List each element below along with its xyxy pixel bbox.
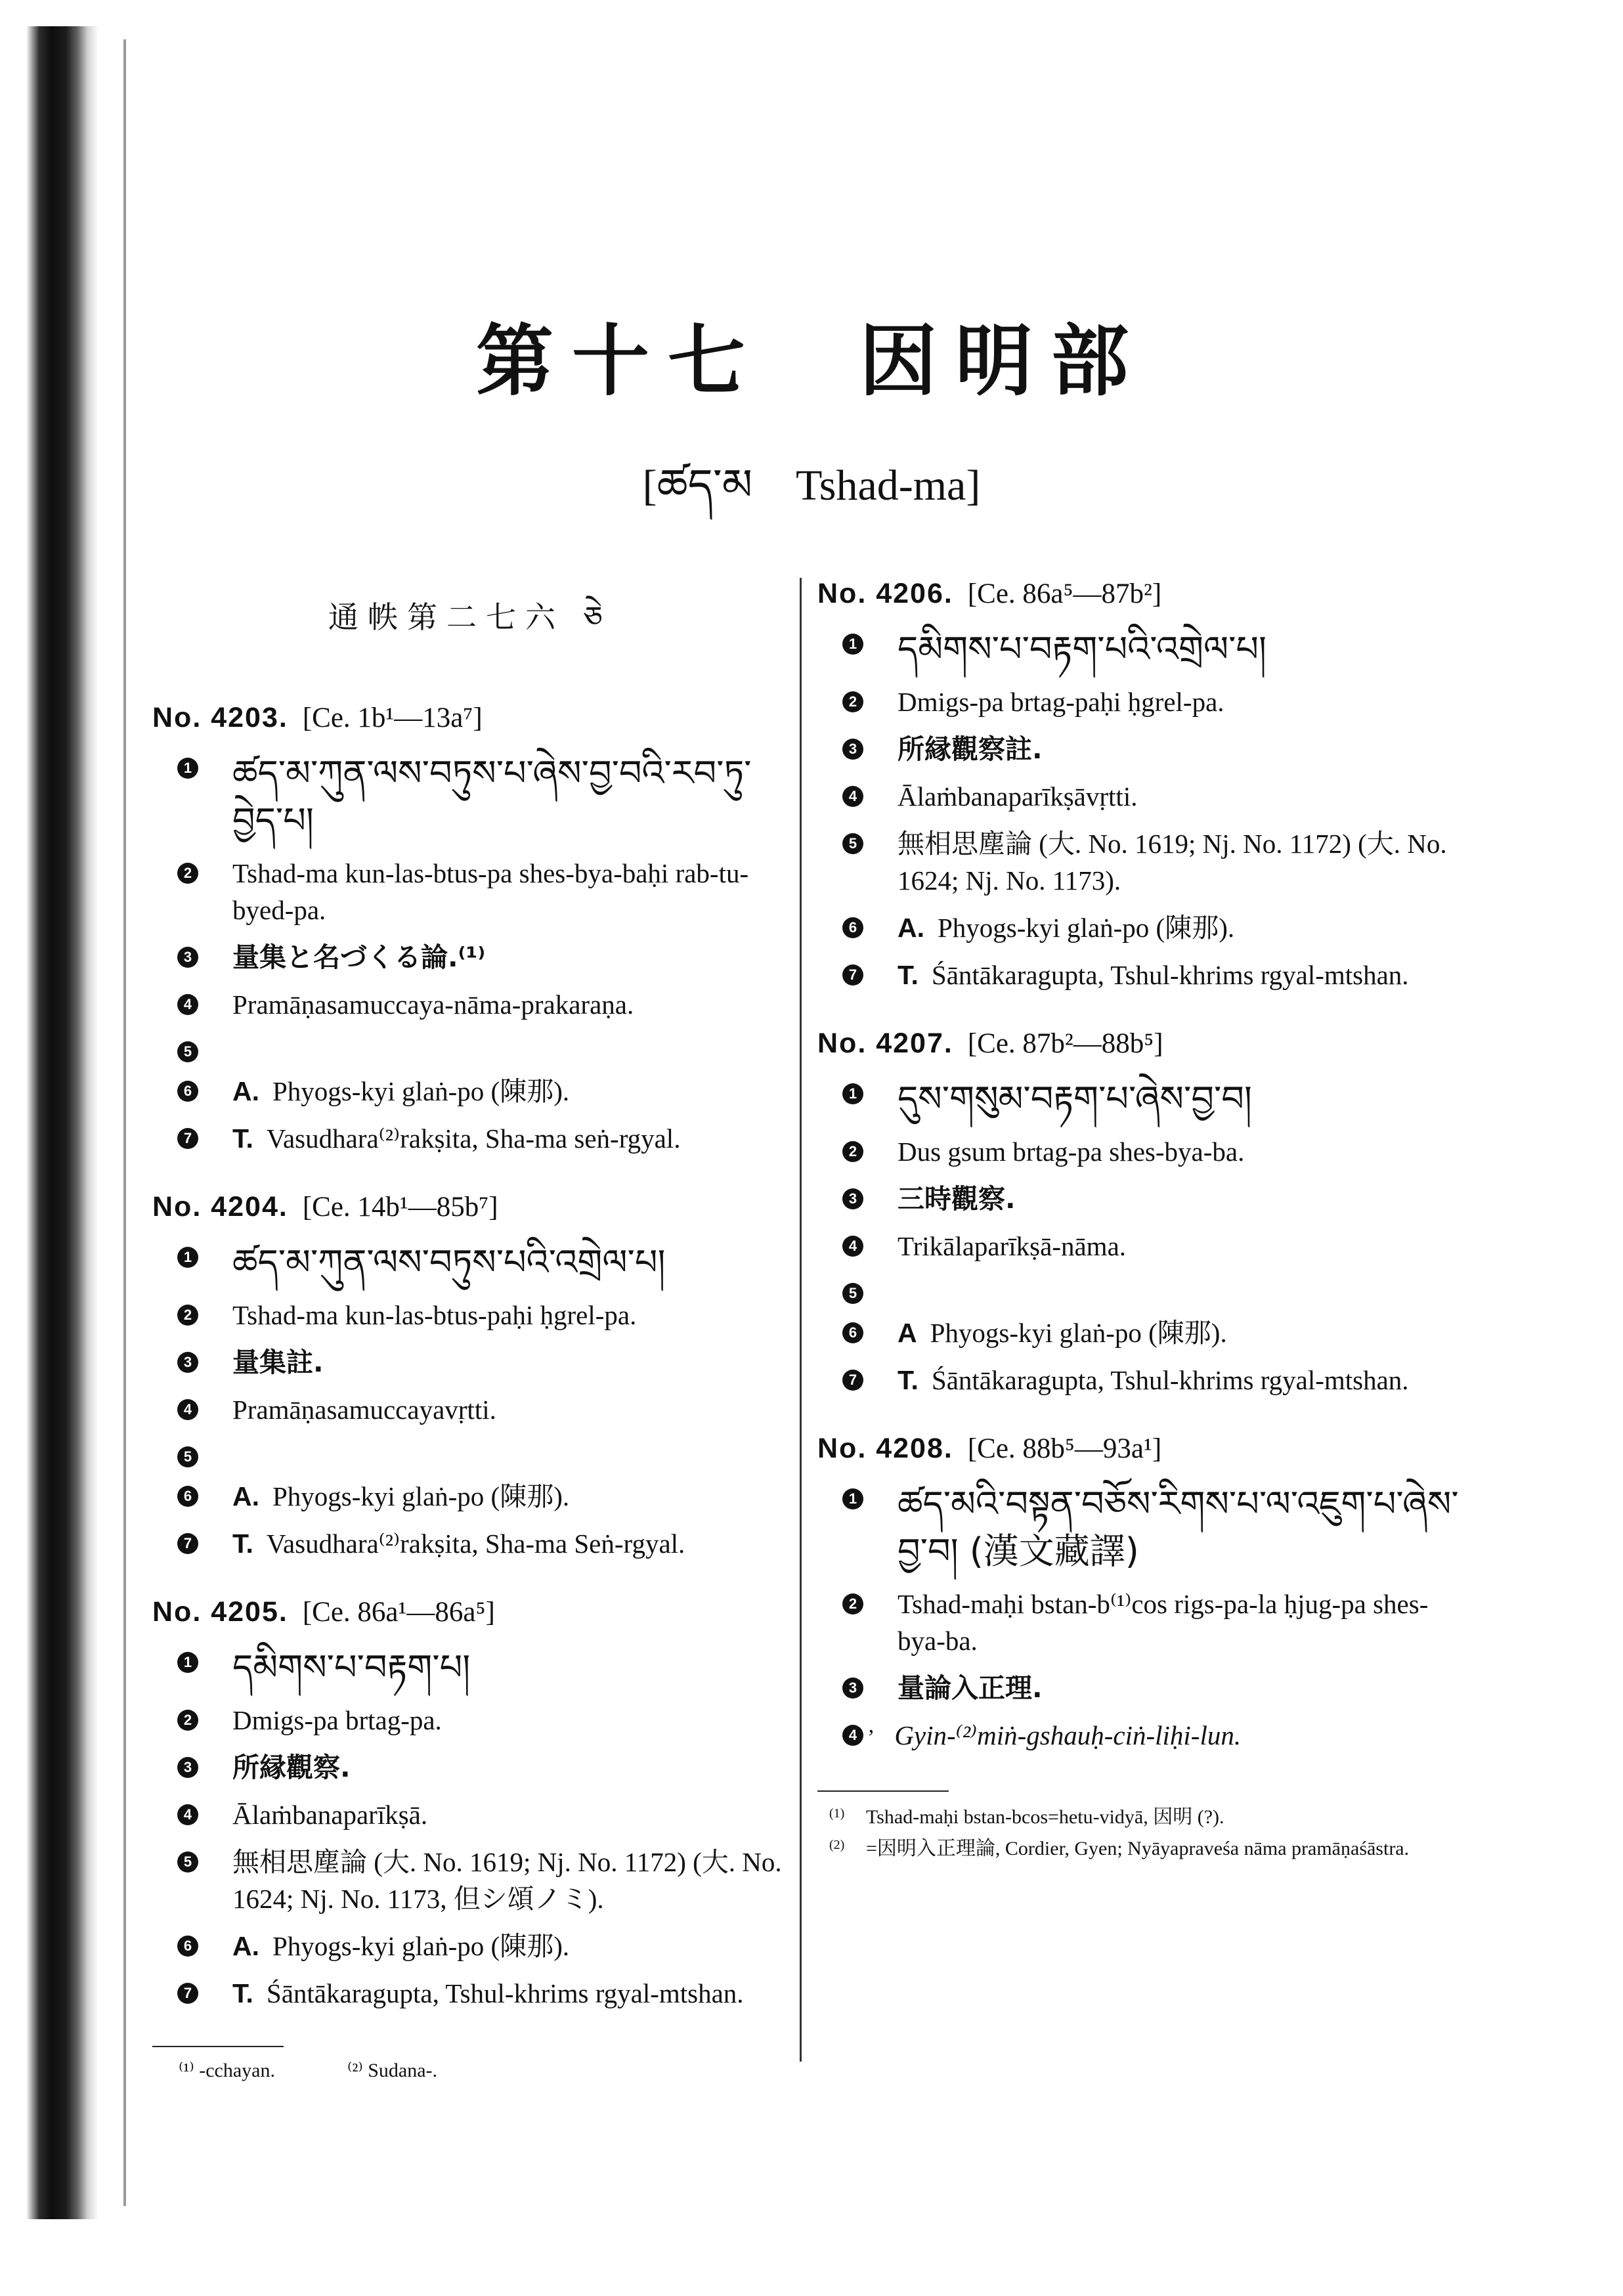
field-number-marker: 5 bbox=[177, 1041, 198, 1062]
field-text: Gyin-⁽²⁾miṅ-gshauḥ-ciṅ-liḥi-lun. bbox=[894, 1720, 1242, 1750]
field-text: Śāntākaragupta, Tshul-khrims rgyal-mtshan. bbox=[931, 1365, 1409, 1395]
footnote: ⁽¹⁾ -cchayan. bbox=[179, 2060, 275, 2081]
entry-field bbox=[152, 1033, 788, 1062]
field-text: Phyogs-kyi glaṅ-po (陳那). bbox=[930, 1318, 1227, 1348]
field-number-marker: 2 bbox=[177, 1305, 198, 1326]
entry-number: No. 4203. bbox=[152, 702, 288, 733]
entry-field bbox=[152, 1478, 788, 1515]
entry-field bbox=[817, 1670, 1474, 1706]
field-number-marker: 7 bbox=[842, 964, 863, 986]
field-number-marker: 1 bbox=[842, 1488, 863, 1509]
column-divider bbox=[800, 578, 802, 2062]
field-number-marker: 6 bbox=[177, 1081, 198, 1102]
entry-field bbox=[817, 1481, 1474, 1575]
field-label: T. bbox=[898, 960, 919, 990]
field-number-marker: 2 bbox=[177, 863, 198, 884]
entry-field bbox=[152, 1702, 788, 1739]
field-number-marker: 6 bbox=[177, 1936, 198, 1957]
field-label: A. bbox=[232, 1481, 259, 1511]
catalog-entry bbox=[152, 702, 788, 1157]
field-number-marker: 3 bbox=[177, 1352, 198, 1373]
entry-number: No. 4206. bbox=[817, 578, 953, 609]
entry-heading bbox=[817, 1028, 1474, 1060]
catalog-entry bbox=[817, 578, 1474, 993]
field-label: A. bbox=[232, 1931, 259, 1961]
entry-heading bbox=[817, 1433, 1474, 1465]
entry-folio-reference: [Ce. 14b¹—85b⁷] bbox=[302, 1192, 498, 1223]
field-number-marker: 3 bbox=[842, 1678, 863, 1699]
field-number-marker: 2 bbox=[842, 1141, 863, 1162]
tibetan-title: དམིགས་པ་བརྟག་པ། bbox=[232, 1647, 471, 1688]
entry-field bbox=[152, 1239, 788, 1286]
footnote-text: =因明入正理論, Cordier, Gyen; Nyāyapraveśa nāma pramāṇaśāstra. bbox=[866, 1838, 1410, 1859]
field-label: T. bbox=[898, 1365, 919, 1395]
field-text: Ālaṁbanaparīkṣāvṛtti. bbox=[898, 781, 1138, 812]
entry-field bbox=[152, 1073, 788, 1110]
tibetan-title: ཚད་མ་ཀུན་ལས་བཏུས་པའི་འགྲེལ་པ། bbox=[232, 1242, 666, 1283]
entry-field bbox=[152, 1391, 788, 1428]
entry-field bbox=[152, 855, 788, 928]
catalog-entry bbox=[817, 1433, 1474, 1756]
entry-folio-reference: [Ce. 88b⁵—93a¹] bbox=[967, 1433, 1162, 1464]
field-number-marker: 5 bbox=[177, 1446, 198, 1467]
field-text: Phyogs-kyi glaṅ-po (陳那). bbox=[272, 1076, 570, 1106]
field-text: Dus gsum brtag-pa shes-bya-ba. bbox=[898, 1137, 1245, 1167]
footnote bbox=[829, 1835, 1474, 1863]
field-number-marker: 1 bbox=[842, 634, 863, 655]
field-text: Dmigs-pa brtag-pa. bbox=[232, 1705, 442, 1735]
entry-field bbox=[152, 1344, 788, 1381]
entry-folio-reference: [Ce. 1b¹—13a⁷] bbox=[302, 703, 483, 733]
left-entries bbox=[152, 702, 788, 2012]
entry-folio-reference: [Ce. 87b²—88b⁵] bbox=[967, 1028, 1163, 1059]
field-text: Trikālaparīkṣā-nāma. bbox=[898, 1231, 1127, 1261]
footnote bbox=[829, 1804, 1474, 1831]
entry-field bbox=[817, 1362, 1474, 1398]
field-number-marker: 4 bbox=[842, 1725, 863, 1746]
entry-field bbox=[817, 1075, 1474, 1123]
entry-field bbox=[152, 1844, 788, 1917]
footnote-rule bbox=[152, 2046, 284, 2047]
field-text: Pramāṇasamuccayavṛtti. bbox=[232, 1395, 496, 1425]
field-number-marker: 3 bbox=[177, 947, 198, 968]
field-number-marker: 1 bbox=[842, 1083, 863, 1104]
field-number-marker: 4 bbox=[842, 1236, 863, 1257]
entry-heading bbox=[152, 1596, 788, 1628]
entry-field bbox=[152, 1928, 788, 1964]
field-number-marker: 3 bbox=[842, 739, 863, 760]
tibetan-title: དུས་གསུམ་བརྟག་པ་ཞེས་བྱ་བ། bbox=[898, 1078, 1252, 1119]
field-number-marker: 5 bbox=[842, 1283, 863, 1304]
entry-field: 4 ’ Gyin-⁽²⁾miṅ-gshauḥ-ciṅ-liḥi-lun. bbox=[817, 1717, 1474, 1756]
field-text: 所縁觀察註. bbox=[898, 733, 1043, 765]
field-number-marker: 5 bbox=[842, 833, 863, 854]
entry-folio-reference: [Ce. 86a¹—86a⁵] bbox=[302, 1597, 495, 1628]
footnote-text: Tshad-maḥi bstan-bcos=hetu-vidyā, 因明 (?). bbox=[866, 1806, 1224, 1828]
left-footnotes bbox=[179, 2059, 788, 2082]
field-text: Tshad-ma kun-las-btus-pa shes-bya-baḥi rab-tu-byed-pa. bbox=[232, 858, 749, 925]
field-number-marker: 2 bbox=[842, 691, 863, 712]
field-label: A. bbox=[898, 913, 924, 943]
footnote-marker: (1) bbox=[829, 1806, 845, 1821]
field-number-marker: 5 bbox=[177, 1852, 198, 1873]
entry-field bbox=[817, 909, 1474, 946]
field-text: 所縁觀察. bbox=[232, 1752, 351, 1783]
field-number-marker: 1 bbox=[177, 1652, 198, 1673]
entry-folio-reference: [Ce. 86a⁵—87b²] bbox=[967, 578, 1162, 609]
field-number-marker: 1 bbox=[177, 758, 198, 779]
entry-heading bbox=[817, 578, 1474, 610]
footnote: ⁽²⁾ Sudana-. bbox=[347, 2060, 438, 2081]
field-number-marker: 3 bbox=[842, 1188, 863, 1209]
field-text: Phyogs-kyi glaṅ-po (陳那). bbox=[272, 1481, 570, 1511]
field-number-marker: 2 bbox=[177, 1710, 198, 1731]
field-text: Phyogs-kyi glaṅ-po (陳那). bbox=[938, 913, 1235, 943]
entry-field bbox=[152, 750, 788, 844]
entry-field bbox=[817, 1586, 1474, 1659]
entry-field bbox=[817, 683, 1474, 720]
entry-field bbox=[152, 1975, 788, 2012]
catalog-entry bbox=[817, 1028, 1474, 1398]
entry-heading bbox=[152, 1191, 788, 1223]
entry-field bbox=[152, 1796, 788, 1833]
entry-field bbox=[817, 778, 1474, 815]
field-number-marker: 4 bbox=[177, 1804, 198, 1825]
entry-field bbox=[817, 1314, 1474, 1351]
field-text: Tshad-ma kun-las-btus-paḥi ḥgrel-pa. bbox=[232, 1300, 637, 1330]
field-label: T. bbox=[232, 1528, 253, 1559]
tibetan-title: ཚད་མའི་བསྟན་བཅོས་རིགས་པ་ལ་འཇུག་པ་ཞེས་བྱ་བ། (漢文藏譯) bbox=[898, 1483, 1459, 1572]
page-subtitle: [ཚད་མ Tshad-ma] bbox=[642, 462, 981, 509]
field-text: Vasudhara⁽²⁾rakṣita, Sha-ma Seṅ-rgyal. bbox=[266, 1528, 685, 1559]
field-number-marker: 1 bbox=[177, 1247, 198, 1268]
field-number-marker: 4 bbox=[177, 1399, 198, 1420]
field-number-marker: 6 bbox=[842, 1322, 863, 1343]
entry-field bbox=[152, 1120, 788, 1157]
field-number-marker: 4 bbox=[842, 786, 863, 807]
field-text: 量集と名づくる論.⁽¹⁾ bbox=[232, 942, 486, 973]
field-text: 無相思塵論 (大. No. 1619; Nj. No. 1172) (大. No. 1624; Nj. No. 1173, 但シ頌ノミ). bbox=[232, 1847, 782, 1914]
entry-field bbox=[817, 1228, 1474, 1265]
field-text: Vasudhara⁽²⁾rakṣita, Sha-ma seṅ-rgyal. bbox=[266, 1123, 681, 1154]
field-text: Dmigs-pa brtag-paḥi ḥgrel-pa. bbox=[898, 687, 1224, 717]
entry-field bbox=[152, 1439, 788, 1467]
field-number-marker: 6 bbox=[177, 1486, 198, 1507]
field-label: T. bbox=[232, 1123, 253, 1154]
entry-field bbox=[817, 1180, 1474, 1217]
field-number-marker: 7 bbox=[177, 1533, 198, 1554]
field-text: Phyogs-kyi glaṅ-po (陳那). bbox=[272, 1931, 570, 1961]
field-label: A. bbox=[232, 1076, 259, 1106]
entry-number: No. 4207. bbox=[817, 1028, 953, 1059]
field-text: Ālaṁbanaparīkṣā. bbox=[232, 1800, 428, 1830]
page-title: 第十七 因明部 bbox=[475, 315, 1147, 406]
entry-field bbox=[152, 939, 788, 976]
field-label: T. bbox=[232, 1978, 253, 2008]
field-text: Tshad-maḥi bstan-b⁽¹⁾cos rigs-pa-la ḥjug-pa shes-bya-ba. bbox=[898, 1589, 1429, 1656]
field-number-marker: 4 bbox=[177, 994, 198, 1015]
field-number-marker: 7 bbox=[177, 1983, 198, 2004]
entry-field bbox=[817, 825, 1474, 899]
field-number-marker: 3 bbox=[177, 1757, 198, 1778]
catalog-entry bbox=[152, 1191, 788, 1562]
entry-field bbox=[817, 731, 1474, 768]
volume-subhead: 通帙第二七六 ཅེ bbox=[328, 599, 612, 635]
field-text: Śāntākaragupta, Tshul-khrims rgyal-mtshan. bbox=[931, 960, 1409, 990]
field-text: 三時觀察. bbox=[898, 1183, 1016, 1215]
field-text: Pramāṇasamuccaya-nāma-prakaraṇa. bbox=[232, 989, 634, 1020]
entry-number: No. 4204. bbox=[152, 1191, 288, 1223]
tibetan-title: དམིགས་པ་བརྟག་པའི་འགྲེལ་པ། bbox=[898, 628, 1267, 670]
footnote-rule bbox=[817, 1790, 949, 1792]
right-column bbox=[817, 578, 1474, 1867]
catalog-entry bbox=[152, 1596, 788, 2012]
field-text: 量集註. bbox=[232, 1347, 324, 1378]
field-number-marker: 2 bbox=[842, 1593, 863, 1614]
field-text: Śāntākaragupta, Tshul-khrims rgyal-mtshan. bbox=[266, 1978, 744, 2008]
field-label: A bbox=[898, 1318, 917, 1348]
entry-heading bbox=[152, 702, 788, 734]
tibetan-title: ཚད་མ་ཀུན་ལས་བཏུས་པ་ཞེས་བྱ་བའི་རབ་ཏུ་བྱེད་པ། bbox=[232, 752, 752, 841]
entry-field bbox=[152, 1525, 788, 1562]
field-number-marker: 7 bbox=[177, 1128, 198, 1149]
entry-number: No. 4205. bbox=[152, 1596, 288, 1628]
field-text: 量論入正理. bbox=[898, 1672, 1043, 1704]
left-column bbox=[152, 578, 788, 2082]
footnote-marker: (2) bbox=[829, 1838, 845, 1852]
right-entries bbox=[817, 578, 1474, 1756]
entry-field bbox=[152, 1644, 788, 1691]
entry-field bbox=[817, 626, 1474, 673]
entry-field bbox=[152, 1297, 788, 1333]
entry-number: No. 4208. bbox=[817, 1433, 953, 1464]
entry-field bbox=[152, 1749, 788, 1786]
field-number-marker: 7 bbox=[842, 1370, 863, 1391]
field-number-marker: 6 bbox=[842, 917, 863, 938]
field-text: 無相思塵論 (大. No. 1619; Nj. No. 1172) (大. No. 1624; Nj. No. 1173). bbox=[898, 829, 1447, 896]
right-footnotes bbox=[817, 1804, 1474, 1863]
entry-field bbox=[152, 986, 788, 1023]
entry-field bbox=[817, 1275, 1474, 1304]
entry-field bbox=[817, 957, 1474, 993]
entry-field bbox=[817, 1133, 1474, 1170]
